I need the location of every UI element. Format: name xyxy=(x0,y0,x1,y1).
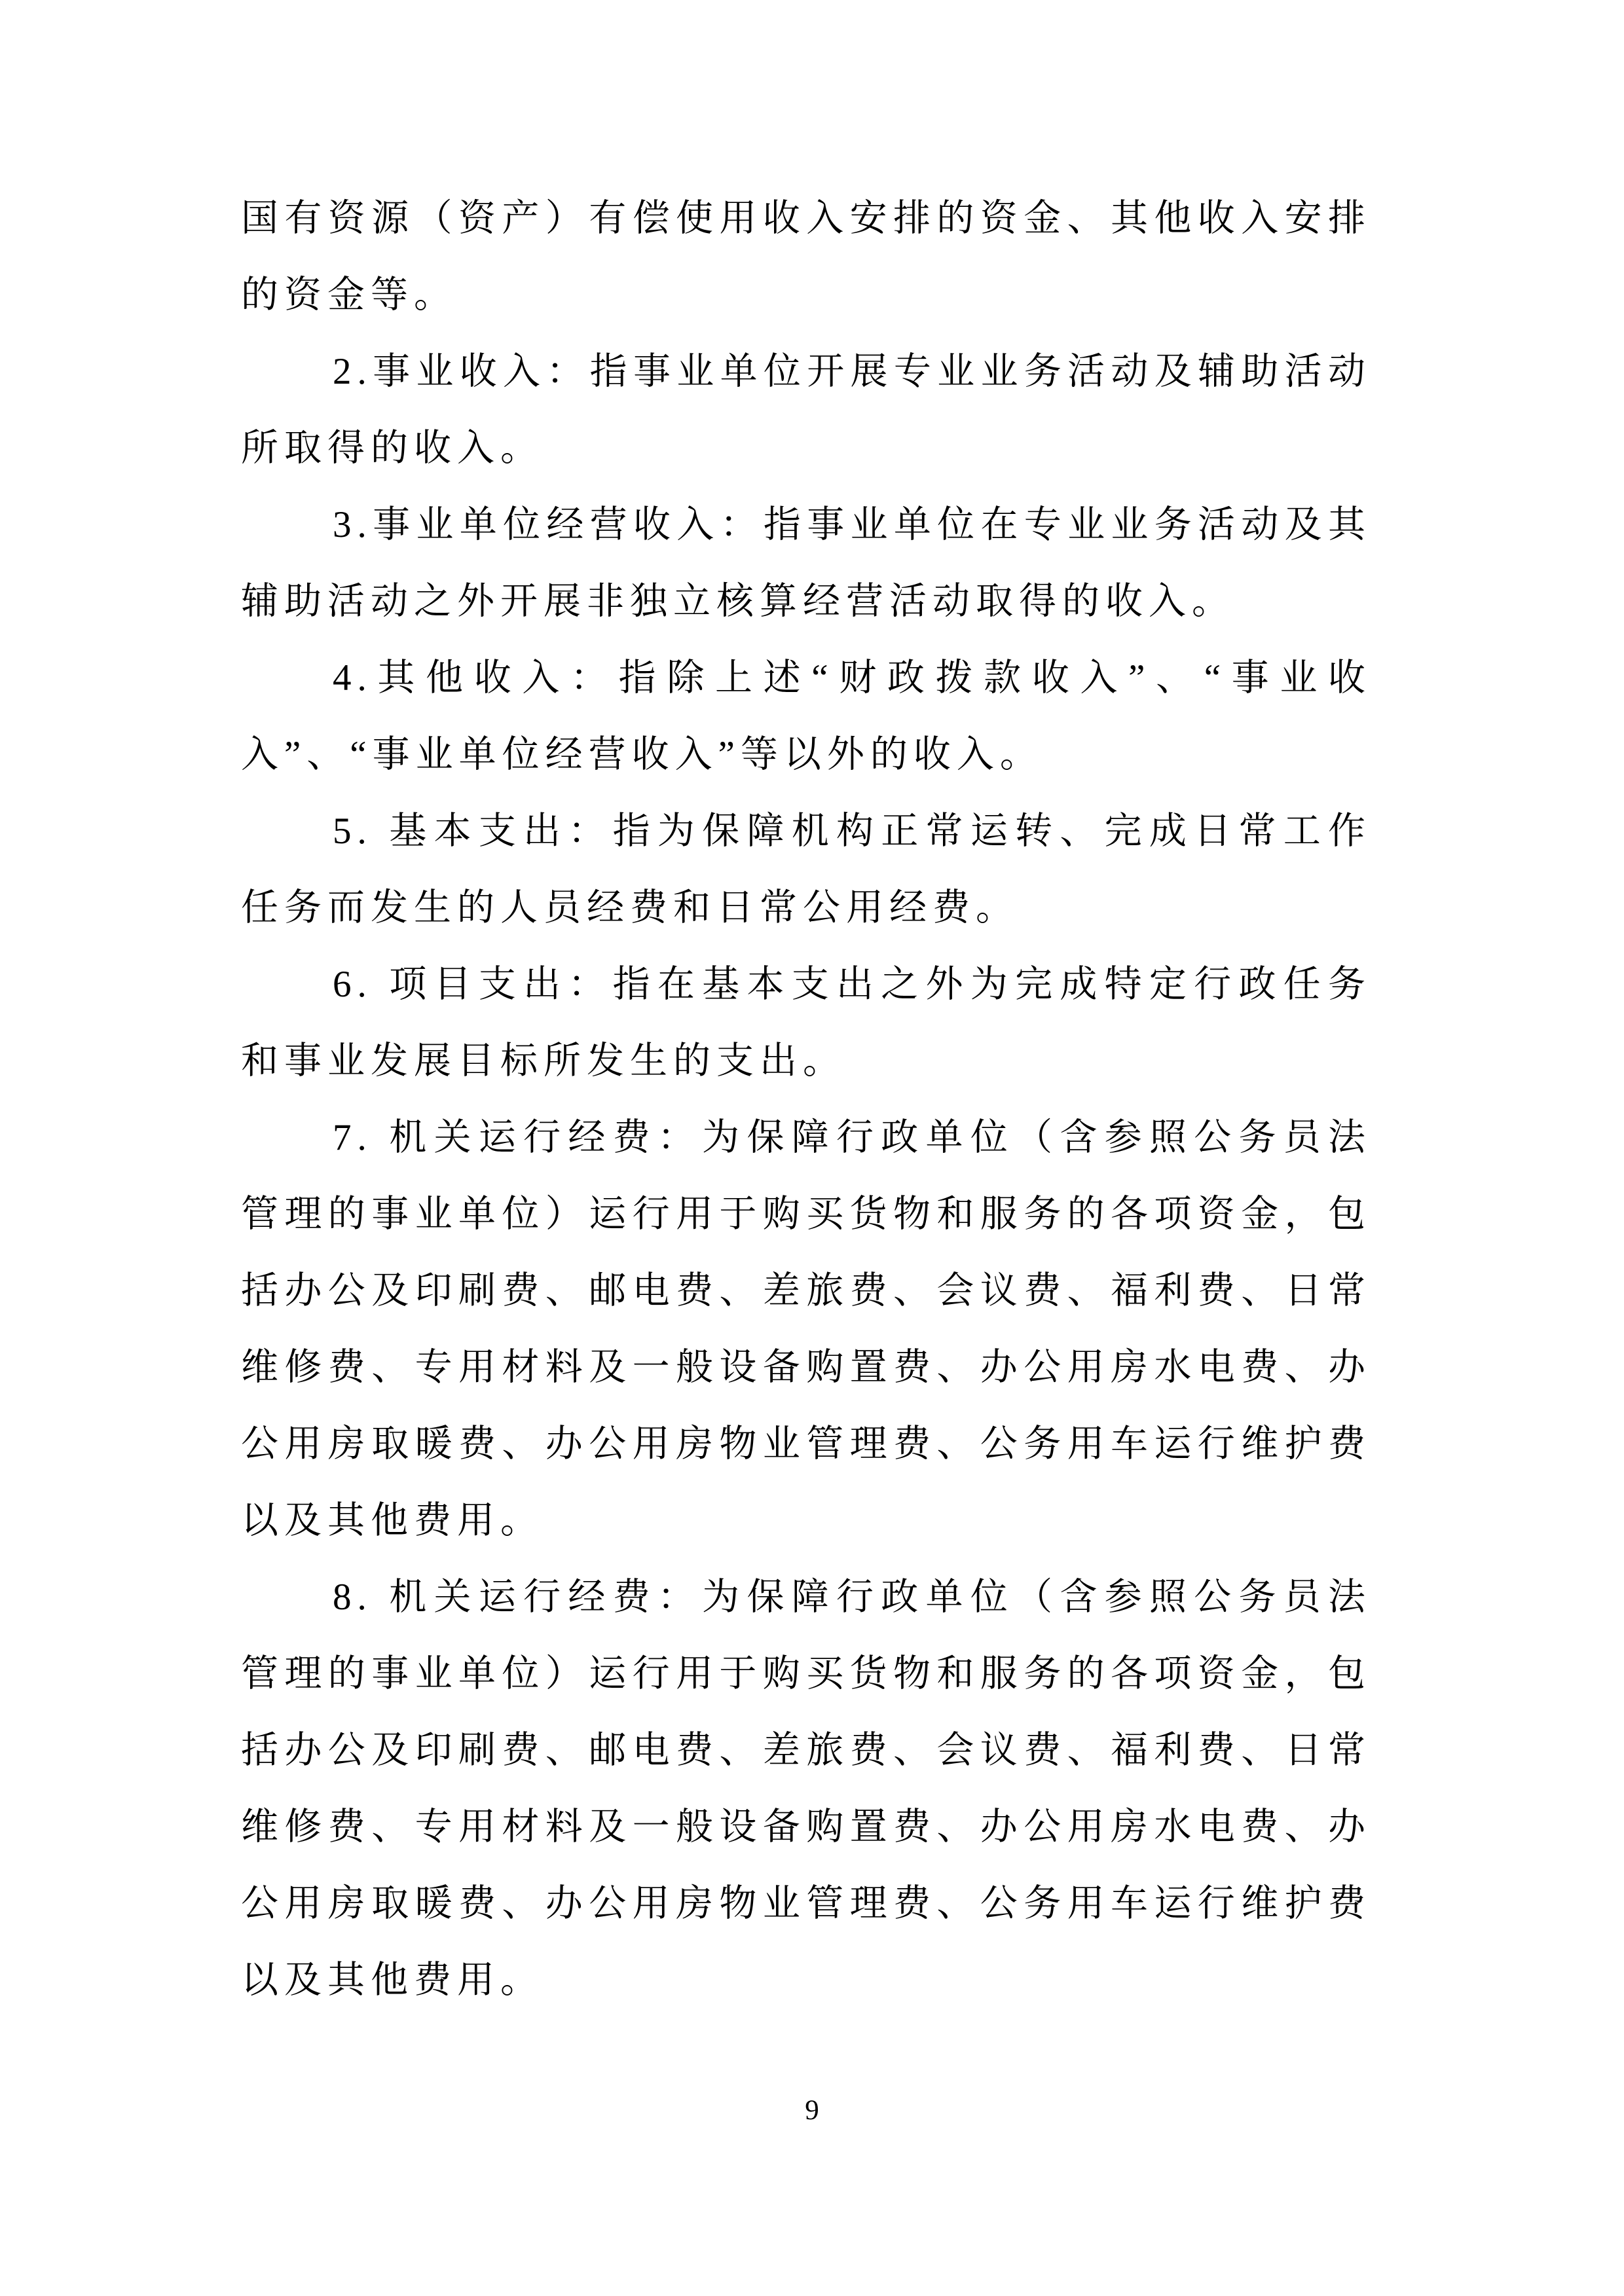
paragraph-continuation: 国有资源（资产）有偿使用收入安排的资金、其他收入安排的资金等。 xyxy=(241,198,1371,316)
paragraph-item-8: 8. 机关运行经费：为保障行政单位（含参照公务员法管理的事业单位）运行用于购买货物和服务的各项资金，包括办公及印刷费、邮电费、差旅费、会议费、福利费、日常维修费、专用材料及一般设备购置费、办公用房水电费、办公用房取暖费、办公用房物业管理费、公务用车运行维护费以及其他费用。 xyxy=(241,1576,1371,2001)
paragraph-item-7: 7. 机关运行经费：为保障行政单位（含参照公务员法管理的事业单位）运行用于购买货物和服务的各项资金，包括办公及印刷费、邮电费、差旅费、会议费、福利费、日常维修费、专用材料及一般设备购置费、办公用房水电费、办公用房取暖费、办公用房物业管理费、公务用车运行维护费以及其他费用。 xyxy=(241,1117,1371,1541)
page-number: 9 xyxy=(805,2095,819,2126)
document-body xyxy=(241,180,1371,2018)
paragraph-item-5: 5. 基本支出：指为保障机构正常运转、完成日常工作任务而发生的人员经费和日常公用经费。 xyxy=(241,811,1371,928)
paragraph-item-2: 2.事业收入：指事业单位开展专业业务活动及辅助活动所取得的收入。 xyxy=(241,351,1371,469)
paragraph-item-3: 3.事业单位经营收入：指事业单位在专业业务活动及其辅助活动之外开展非独立核算经营活动取得的收入。 xyxy=(241,504,1371,622)
paragraph-item-6: 6. 项目支出：指在基本支出之外为完成特定行政任务和事业发展目标所发生的支出。 xyxy=(241,964,1371,1082)
paragraph-item-4: 4.其他收入：指除上述“财政拨款收入”、“事业收入”、“事业单位经营收入”等以外的收入。 xyxy=(241,657,1371,775)
